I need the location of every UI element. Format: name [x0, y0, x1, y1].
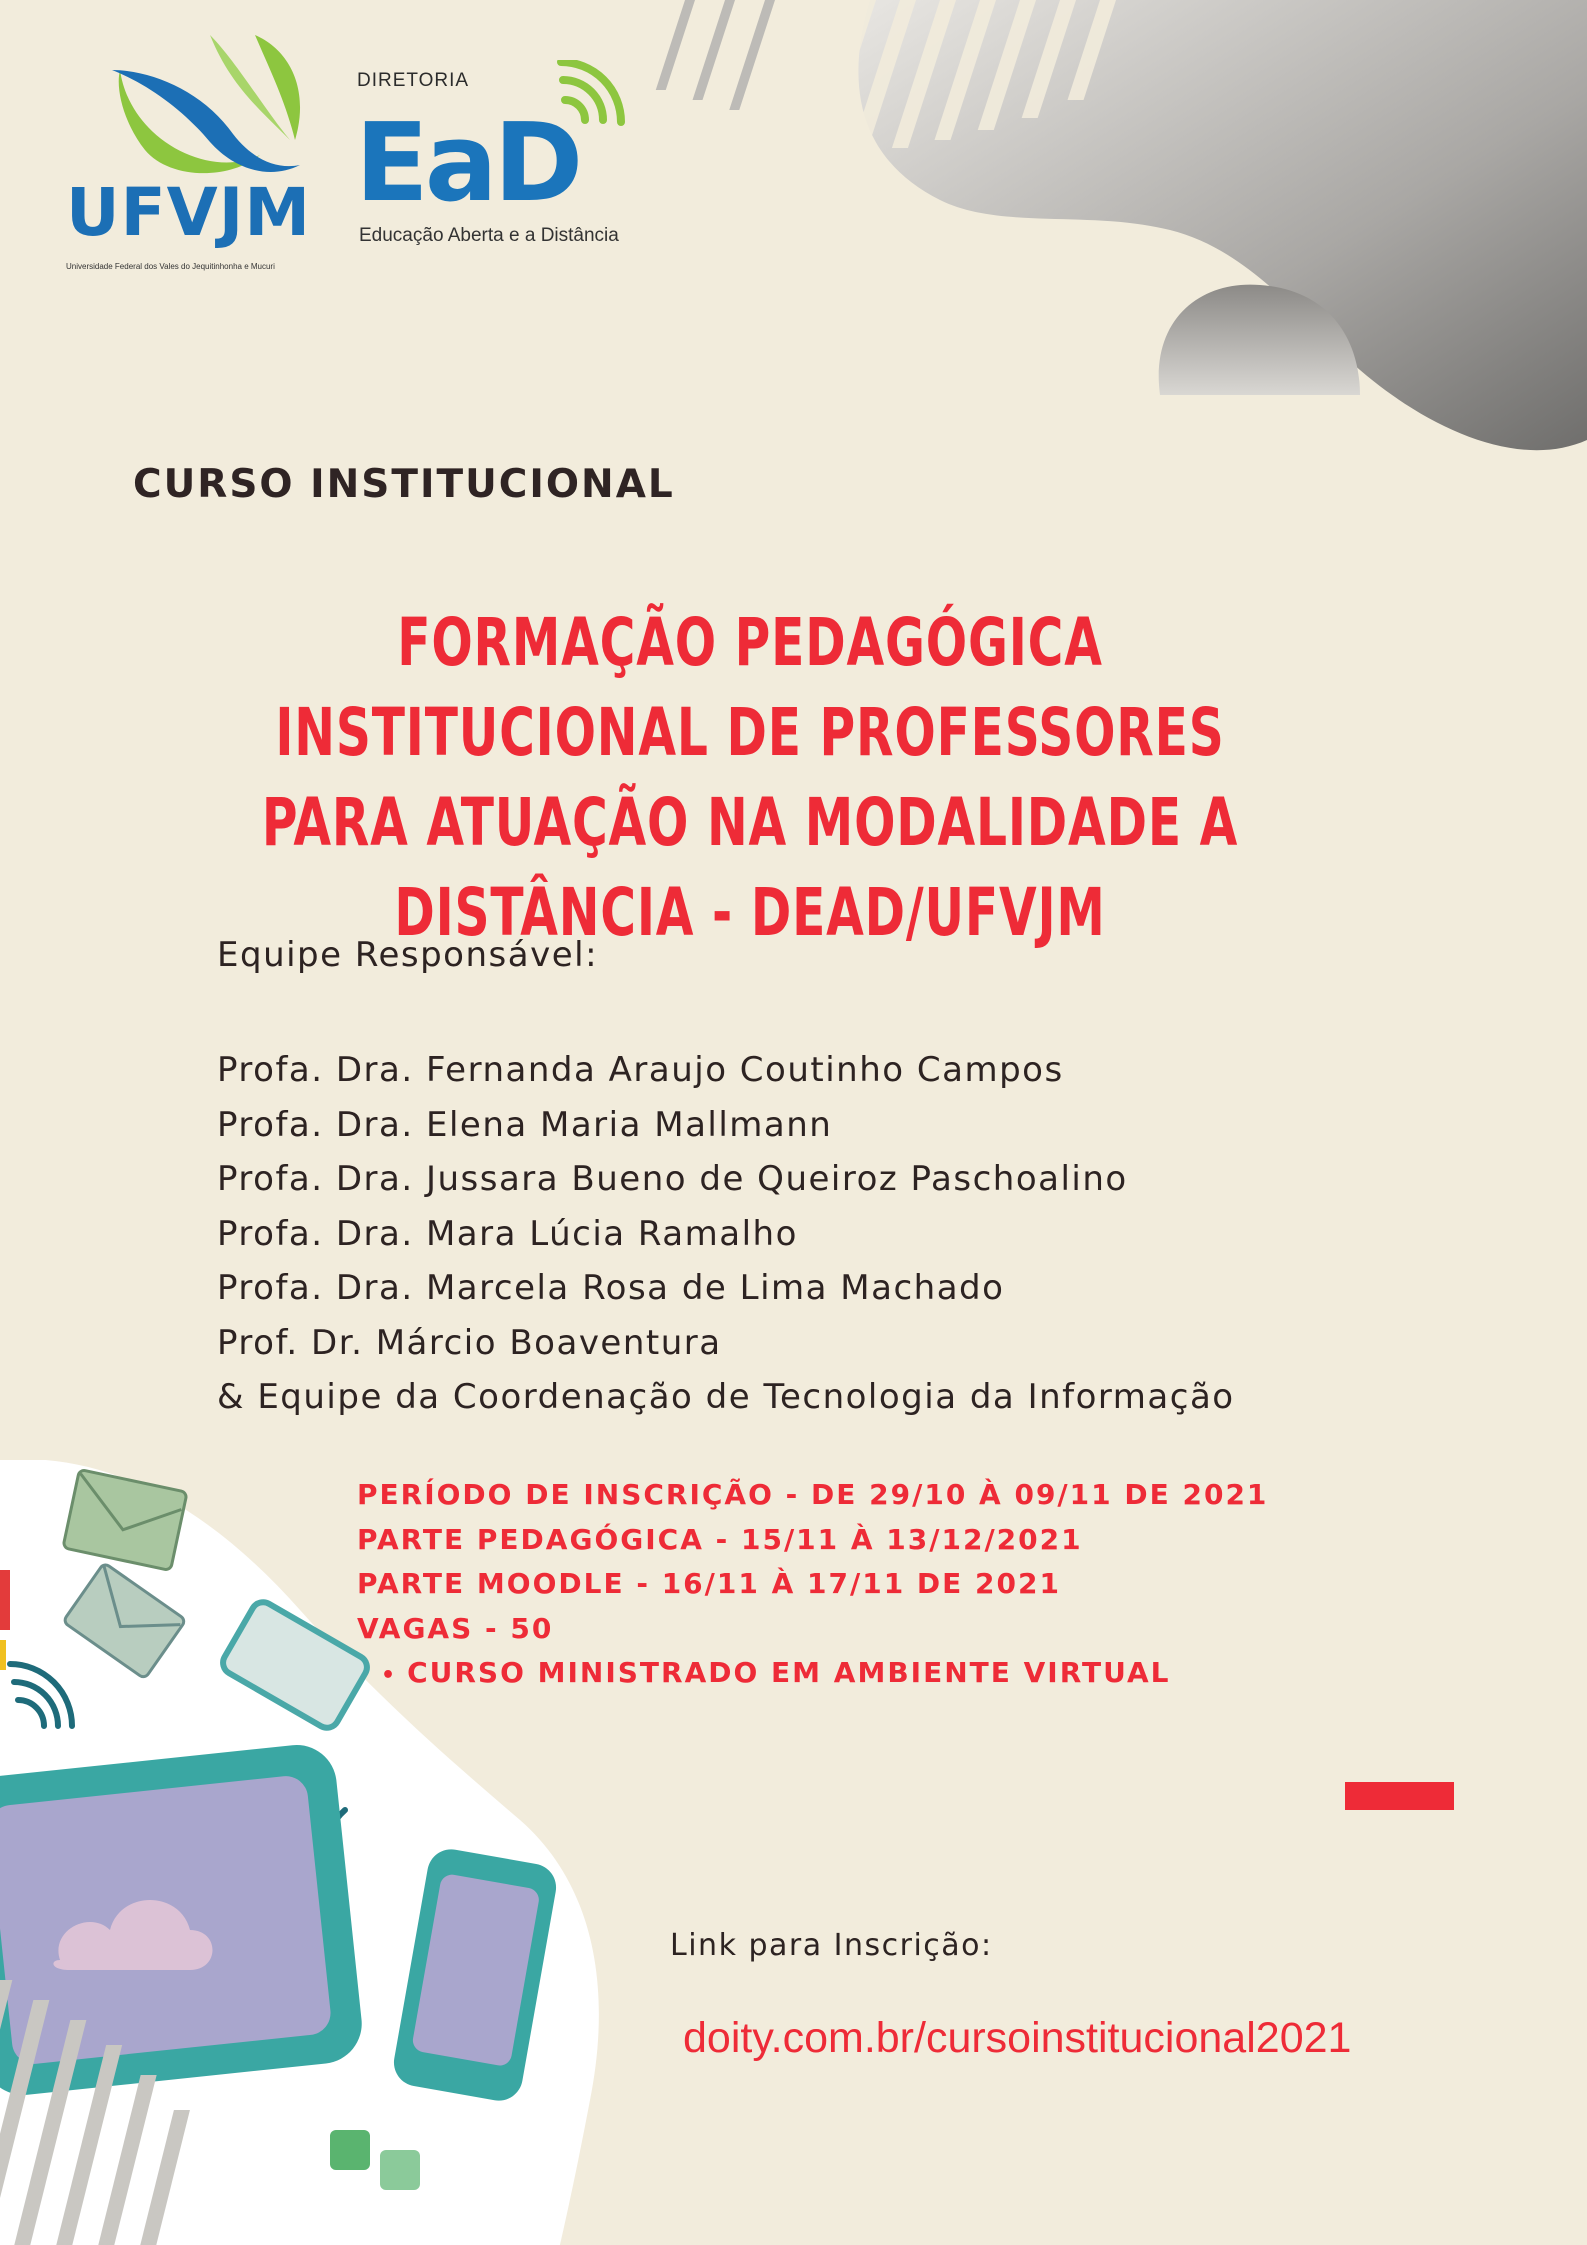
- team-heading: Equipe Responsável:: [217, 935, 599, 975]
- ead-logo: [355, 60, 625, 260]
- team-member: Prof. Dr. Márcio Boaventura: [217, 1322, 722, 1363]
- virtual-environment-text: CURSO MINISTRADO EM AMBIENTE VIRTUAL: [407, 1656, 1171, 1689]
- bullet-icon: •: [381, 1663, 398, 1688]
- team-member: Profa. Dra. Mara Lúcia Ramalho: [217, 1213, 798, 1254]
- wifi-waves-icon: [545, 60, 635, 150]
- accent-bar: [1345, 1782, 1454, 1810]
- vacancies: VAGAS - 50: [357, 1611, 554, 1645]
- course-kicker: CURSO INSTITUCIONAL: [133, 462, 675, 507]
- ead-overline: DIRETORIA: [357, 70, 470, 91]
- ufvjm-subtitle: Universidade Federal dos Vales do Jequitinhonha e Mucuri: [66, 262, 275, 271]
- tablet-icon: [0, 1741, 366, 2099]
- team-member: Profa. Dra. Jussara Bueno de Queiroz Paschoalino: [217, 1159, 1128, 1199]
- course-title: FORMAÇÃO PEDAGÓGICA INSTITUCIONAL DE PROFESSORES PARA ATUAÇÃO NA MODALIDADE A DISTÂNCIA - DEAD/UFVJM: [261, 604, 1239, 951]
- ufvjm-logo: [60, 30, 320, 271]
- team-member: Profa. Dra. Fernanda Araujo Coutinho Campos: [217, 1050, 1064, 1090]
- team-member-list: [217, 1043, 1235, 1425]
- ead-wordmark: EaD: [355, 101, 580, 226]
- ead-subtitle: Educação Aberta e a Distância: [359, 225, 619, 246]
- registration-period: PERÍODO DE INSCRIÇÃO - DE 29/10 À 09/11 DE 2021: [357, 1478, 1269, 1511]
- registration-link-label: Link para Inscrição:: [670, 1928, 993, 1963]
- ufvjm-leaf-mark: [60, 30, 320, 190]
- decorative-gray-wave-art: [640, 0, 1587, 470]
- registration-link[interactable]: doity.com.br/cursoinstitucional2021: [683, 2014, 1352, 2062]
- team-member: Profa. Dra. Marcela Rosa de Lima Machado: [217, 1268, 1005, 1308]
- course-info-block: [357, 1473, 1268, 1699]
- moodle-period: PARTE MOODLE - 16/11 À 17/11 DE 2021: [357, 1567, 1061, 1600]
- pedagogical-period: PARTE PEDAGÓGICA - 15/11 À 13/12/2021: [357, 1522, 1083, 1556]
- ufvjm-wordmark: UFVJM: [66, 174, 311, 251]
- team-member: & Equipe da Coordenação de Tecnologia da Informação: [217, 1377, 1235, 1417]
- virtual-environment-note: [357, 1651, 1268, 1699]
- team-member: Profa. Dra. Elena Maria Mallmann: [217, 1104, 833, 1145]
